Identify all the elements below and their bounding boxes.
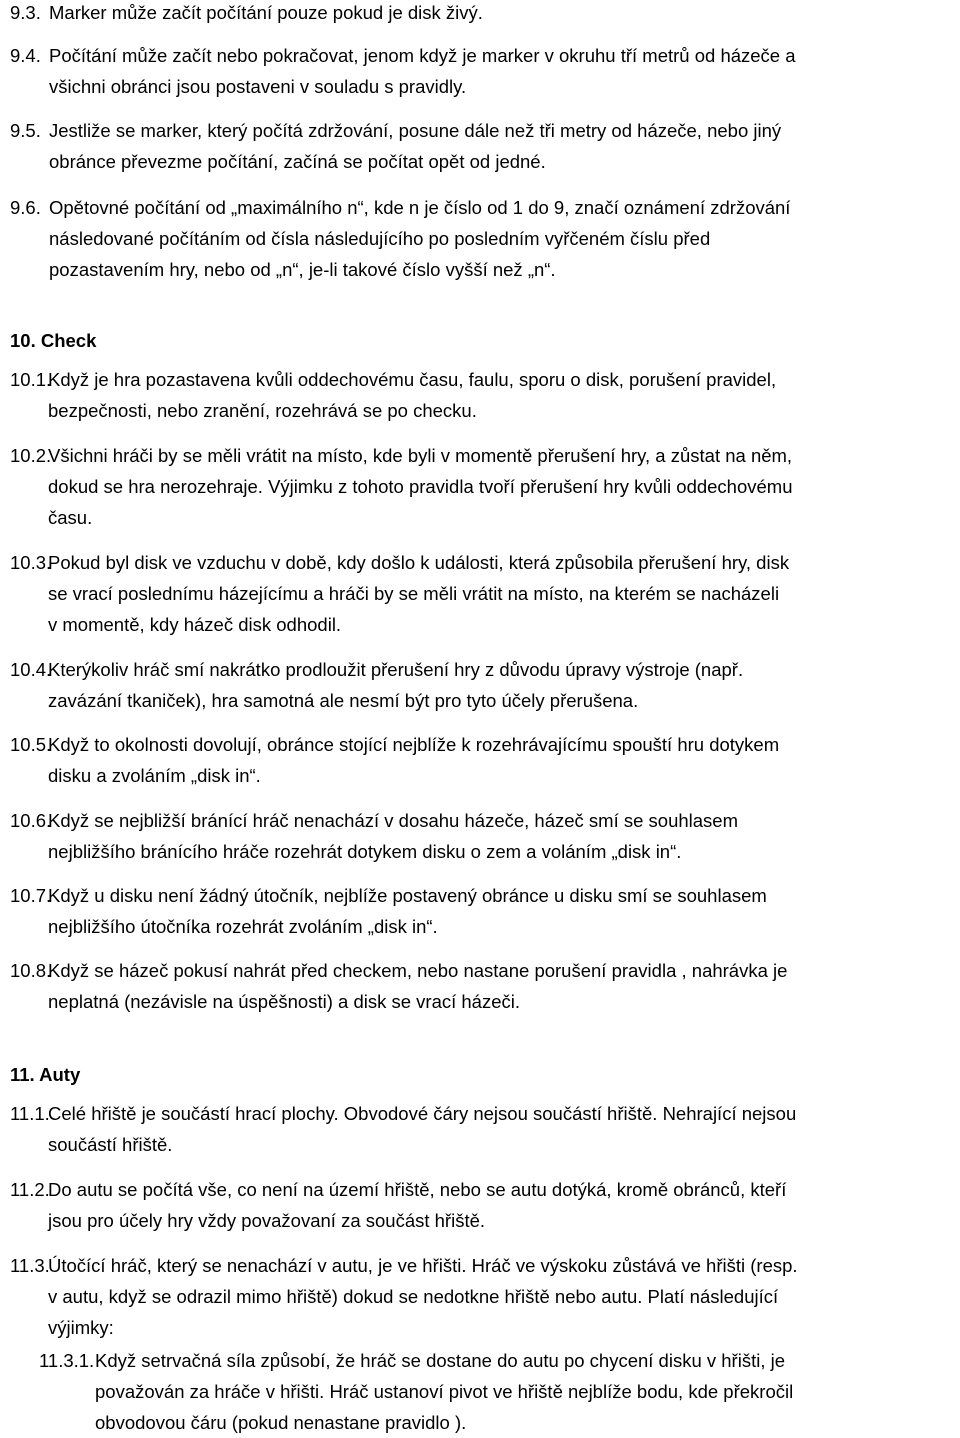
rule-number: 10.3. — [10, 552, 52, 573]
rule-text: Když se nejbližší bránící hráč nenachází v dosahu házeče, házeč smí se souhlasem nejbližšího bránícího hráče rozehrát dotykem disku o zem a voláním „disk in“. — [48, 810, 739, 862]
rule-text: Počítání může začít nebo pokračovat, jenom když je marker v okruhu tří metrů od házeče a všichni obránci jsou postaveni v souladu s pravidly. — [49, 45, 796, 97]
rule-text: Když se házeč pokusí nahrát před checkem, nebo nastane porušení pravidla , nahrávka je neplatná (nezávisle na úspěšnosti) a disk se vrací házeči. — [48, 960, 788, 1012]
rule-number: 10.7. — [10, 885, 52, 906]
rule-number: 9.6. — [10, 197, 41, 218]
rule-text: Celé hřiště je součástí hrací plochy. Obvodové čáry nejsou součástí hřiště. Nehrající nejsou součástí hřiště. — [48, 1103, 797, 1155]
rule-text: Kterýkoliv hráč smí nakrátko prodloužit přerušení hry z důvodu úpravy výstroje (např. zavázání tkaniček), hra samotná ale nesmí být pro tyto účely přerušena. — [48, 659, 744, 711]
rule-number: 11.3. — [10, 1255, 50, 1276]
rule-text: Pokud byl disk ve vzduchu v době, kdy došlo k události, která způsobila přerušení hry, disk se vrací poslednímu házejícímu a hráči by se měli vrátit na místo, na kterém se nacházeli v momentě, kdy házeč disk odhodil. — [48, 552, 790, 635]
rule-text: Do autu se počítá vše, co není na území hřiště, nebo se autu dotýká, kromě obránců, kteří jsou pro účely hry vždy považovaní za součást hřiště. — [48, 1179, 787, 1231]
section-heading-auty: 11. Auty — [10, 1064, 81, 1085]
rule-number: 10.1. — [10, 369, 52, 390]
rule-text: Když to okolnosti dovolují, obránce stojící nejblíže k rozehrávajícímu spouští hru dotykem disku a zvoláním „disk in“. — [48, 734, 780, 786]
rule-text: Když u disku není žádný útočník, nejblíže postavený obránce u disku smí se souhlasem nejbližšího útočníka rozehrát zvoláním „disk in“. — [48, 885, 767, 937]
rule-text: Jestliže se marker, který počítá zdržování, posune dále než tři metry od házeče, nebo jiný obránce převezme počítání, začíná se počítat opět od jedné. — [49, 120, 782, 172]
rule-number: 10.5. — [10, 734, 52, 755]
rule-number: 10.2. — [10, 445, 52, 466]
rule-number: 9.3. — [10, 2, 41, 23]
rule-number: 10.8. — [10, 960, 52, 981]
rule-number: 11.1. — [10, 1103, 50, 1124]
rule-number: 10.6. — [10, 810, 52, 831]
rule-number: 9.5. — [10, 120, 41, 141]
rule-number: 10.4. — [10, 659, 52, 680]
rule-text: Všichni hráči by se měli vrátit na místo, kde byli v momentě přerušení hry, a zůstat na něm, dokud se hra nerozehraje. Výjimku z tohoto pravidla tvoří přerušení hry kvůli oddechovému času. — [48, 445, 793, 528]
rule-text: Útočící hráč, který se nenachází v autu, je ve hřišti. Hráč ve výskoku zůstává ve hřišti (resp. v autu, když se odrazil mimo hřiště) dokud se nedotkne hřiště nebo autu. Platí následující výjimky: — [48, 1255, 798, 1338]
rule-text: Když setrvačná síla způsobí, že hráč se dostane do autu po chycení disku v hřišti, je považován za hráče v hřišti. Hráč ustanoví pivot ve hřiště nejblíže bodu, kde překročil obvodovou čáru (pokud nenastane pravidlo ). — [95, 1350, 794, 1433]
section-heading-check: 10. Check — [10, 330, 97, 351]
rule-text: Když je hra pozastavena kvůli oddechovému času, faulu, sporu o disk, porušení pravidel, bezpečnosti, nebo zranění, rozehrává se po checku. — [48, 369, 777, 421]
rule-number: 9.4. — [10, 45, 41, 66]
rule-number: 11.3.1. — [39, 1350, 95, 1371]
rule-number: 11.2. — [10, 1179, 50, 1200]
rule-text: Marker může začít počítání pouze pokud je disk živý. — [49, 2, 483, 23]
rule-text: Opětovné počítání od „maximálního n“, kde n je číslo od 1 do 9, značí oznámení zdržování následované počítáním od čísla následujícího po posledním vyřčeném číslu před pozastavením hry, nebo od „n“, je-li takové číslo vyšší než „n“. — [49, 197, 791, 280]
